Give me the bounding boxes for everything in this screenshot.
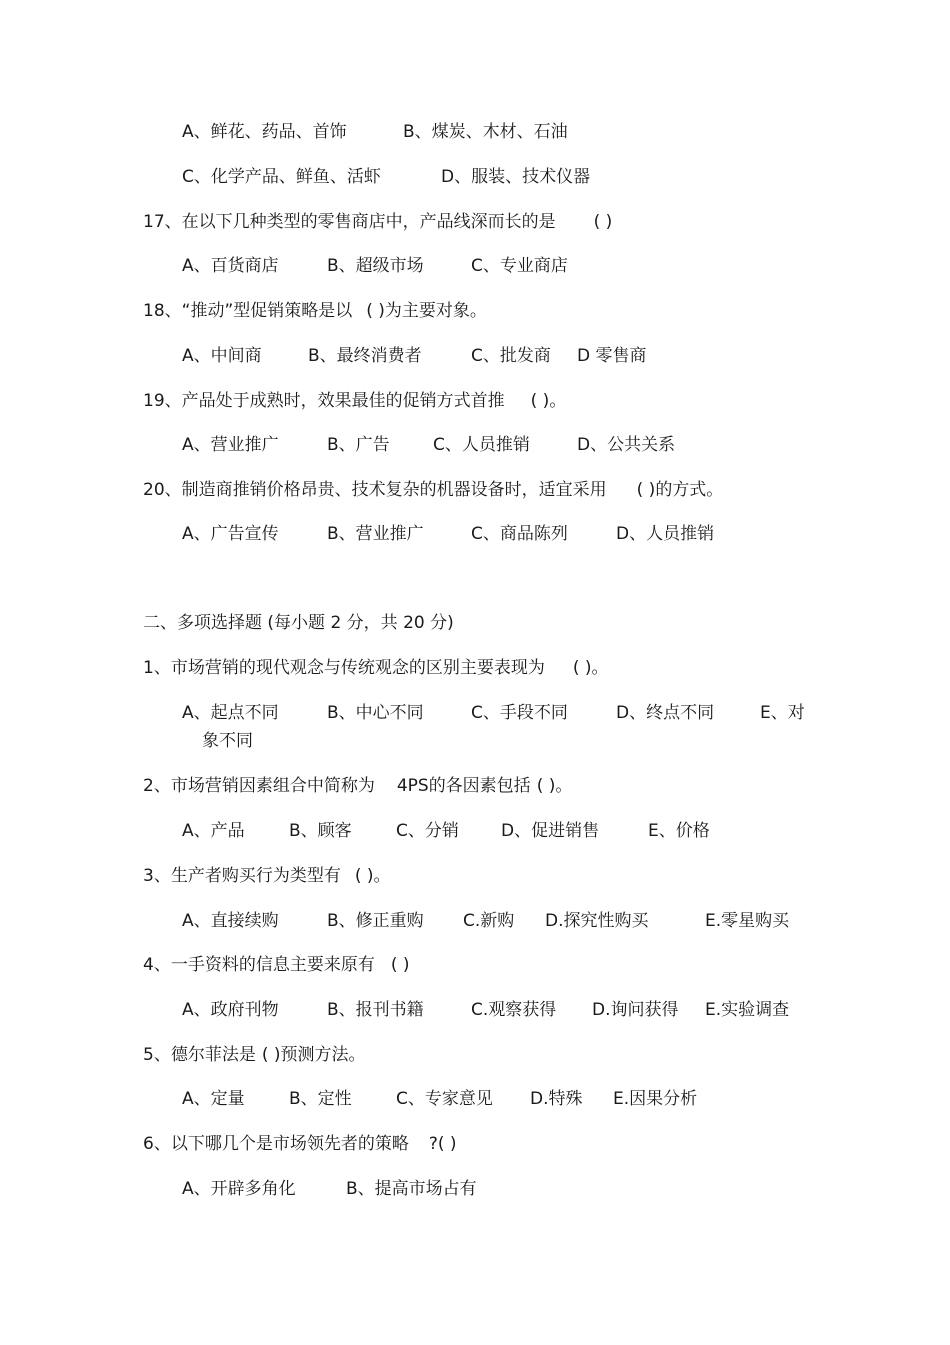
q16-option-b: B、煤炭、木材、石油 (403, 122, 568, 142)
m2-option-c: C、分销 (396, 821, 459, 841)
question-text: 5、德尔菲法是 (143, 1045, 256, 1065)
question-17 (143, 211, 612, 233)
m3-option-d: D.探究性购买 (545, 911, 649, 931)
multi-question-1 (143, 657, 609, 679)
question-text: 1、市场营销的现代观念与传统观念的区别主要表现为 (143, 658, 545, 678)
m1-option-d: D、终点不同 (616, 703, 715, 723)
m5-option-d: D.特殊 (530, 1089, 583, 1109)
answer-blank: ( ) (572, 658, 592, 678)
q19-option-c: C、人员推销 (433, 435, 530, 455)
m5-option-b: B、定性 (289, 1089, 352, 1109)
m2-option-e: E、价格 (648, 821, 710, 841)
q19-option-b: B、广告 (327, 435, 390, 455)
m2-option-b: B、顾客 (289, 821, 352, 841)
question-tail: 为主要对象。 (384, 301, 487, 321)
m3-option-e: E.零星购买 (705, 911, 790, 931)
m1-option-e: E、对 (760, 703, 805, 723)
q17-option-b: B、超级市场 (327, 256, 424, 276)
question-text: 20、制造商推销价格昂贵、技术复杂的机器设备时，适宜采用 (143, 480, 607, 500)
answer-blank: ( ) (354, 866, 374, 886)
m5-option-a: A、定量 (182, 1089, 245, 1109)
question-19 (143, 390, 566, 412)
question-code: 4PS (396, 776, 429, 796)
multi-question-2 (143, 775, 572, 797)
answer-blank: ( ) (261, 1045, 281, 1065)
q20-option-d: D、人员推销 (616, 524, 715, 544)
m1-option-c: C、手段不同 (471, 703, 568, 723)
question-tail: 。 (591, 658, 609, 678)
question-tail: 预测方法。 (280, 1045, 366, 1065)
question-text: 2、市场营销因素组合中简称为 (143, 776, 375, 796)
m4-option-c: C.观察获得 (471, 1000, 557, 1020)
m4-option-b: B、报刊书籍 (327, 1000, 424, 1020)
q19-option-d: D、公共关系 (577, 435, 676, 455)
m4-option-a: A、政府刊物 (182, 1000, 279, 1020)
question-tail: 。 (549, 391, 567, 411)
answer-blank: ( ) (390, 955, 410, 975)
m6-option-b: B、提高市场占有 (346, 1179, 477, 1199)
answer-blank: ( ) (366, 301, 385, 321)
question-tail: 。 (373, 866, 391, 886)
m3-option-c: C.新购 (463, 911, 515, 931)
question-20 (143, 479, 723, 501)
m1-option-e-wrap: 象不同 (202, 731, 253, 751)
question-text: 6、以下哪几个是市场领先者的策略 (143, 1134, 409, 1154)
q19-option-a: A、营业推广 (182, 435, 279, 455)
q18-option-a: A、中间商 (182, 346, 262, 366)
m1-option-a: A、起点不同 (182, 703, 279, 723)
m2-option-a: A、产品 (182, 821, 245, 841)
multi-question-5 (143, 1044, 366, 1066)
q18-option-c: C、批发商 (471, 346, 551, 366)
answer-blank: ( ) (636, 480, 656, 500)
q16-option-d: D、服装、技术仪器 (441, 167, 591, 187)
q16-option-c: C、化学产品、鲜鱼、活虾 (182, 167, 381, 187)
m4-option-d: D.询问获得 (592, 1000, 679, 1020)
m1-option-b: B、中心不同 (327, 703, 424, 723)
q18-option-b: B、最终消费者 (308, 346, 422, 366)
section-heading: 二、多项选择题 (每小题 2 分，共 20 分) (143, 613, 454, 633)
q20-option-c: C、商品陈列 (471, 524, 568, 544)
q17-option-c: C、专业商店 (471, 256, 568, 276)
q17-option-a: A、百货商店 (182, 256, 279, 276)
m6-option-a: A、开辟多角化 (182, 1179, 296, 1199)
multi-question-3 (143, 865, 391, 887)
question-18 (143, 300, 487, 322)
question-text: 19、产品处于成熟时，效果最佳的促销方式首推 (143, 391, 505, 411)
multi-question-4 (143, 954, 410, 976)
q20-option-a: A、广告宣传 (182, 524, 279, 544)
question-tail: 的方式。 (655, 480, 724, 500)
answer-blank: ( ) (593, 212, 613, 232)
question-text: 4、一手资料的信息主要来原有 (143, 955, 375, 975)
m2-option-d: D、促进销售 (501, 821, 600, 841)
m3-option-b: B、修正重购 (327, 911, 424, 931)
question-text: 17、在以下几种类型的零售商店中，产品线深而长的是 (143, 212, 556, 232)
question-text: 3、生产者购买行为类型有 (143, 866, 341, 886)
m5-option-c: C、专家意见 (396, 1089, 493, 1109)
m4-option-e: E.实验调查 (705, 1000, 790, 1020)
q20-option-b: B、营业推广 (327, 524, 424, 544)
answer-blank: ( ) (530, 391, 550, 411)
m5-option-e: E.因果分析 (613, 1089, 698, 1109)
question-tail: 。 (555, 776, 573, 796)
question-text: 18、“推动”型促销策略是以 (143, 301, 353, 321)
answer-blank: ?( ) (428, 1134, 457, 1154)
question-text-2: 的各因素包括 (428, 776, 531, 796)
multi-question-6 (143, 1133, 457, 1155)
q16-option-a: A、鲜花、药品、首饰 (182, 122, 347, 142)
answer-blank: ( ) (536, 776, 556, 796)
m3-option-a: A、直接续购 (182, 911, 279, 931)
q18-option-d: D 零售商 (577, 346, 647, 366)
